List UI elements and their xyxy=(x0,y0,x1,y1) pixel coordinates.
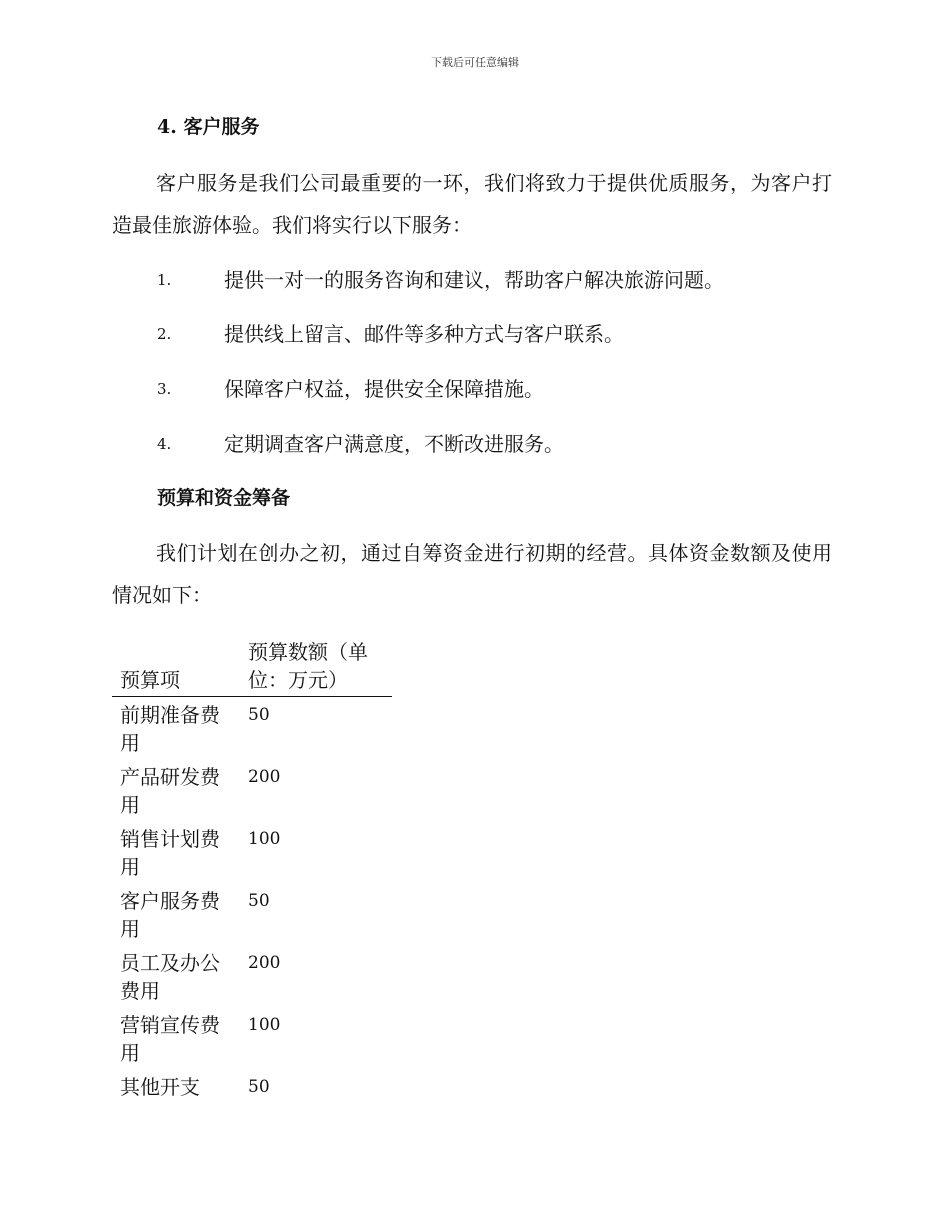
list-item-number: 4. xyxy=(157,435,172,453)
list-item-number: 2. xyxy=(157,325,172,343)
column-header-item: 预算项 xyxy=(112,638,240,697)
table-header-row xyxy=(112,638,392,697)
table-row xyxy=(112,697,392,760)
list-item-number: 1. xyxy=(157,271,172,289)
budget-amount-cell: 50 xyxy=(248,1077,270,1097)
budget-table xyxy=(112,638,392,1103)
section-heading-budget: 预算和资金筹备 xyxy=(157,487,291,509)
table-row xyxy=(112,1007,392,1069)
service-list-item xyxy=(157,265,837,295)
service-list-item xyxy=(157,374,837,404)
budget-item-cell: 前期准备费用 xyxy=(120,703,220,755)
list-item-text: 提供线上留言、邮件等多种方式与客户联系。 xyxy=(224,322,624,346)
table-row xyxy=(112,883,392,945)
column-header-amount: 预算数额（单位：万元） xyxy=(240,638,392,697)
budget-amount-cell: 100 xyxy=(248,1015,281,1035)
budget-item-cell: 产品研发费用 xyxy=(120,765,220,817)
budget-item-cell: 其他开支 xyxy=(120,1075,200,1099)
budget-item-cell: 营销宣传费用 xyxy=(120,1013,220,1065)
table-row xyxy=(112,945,392,1007)
section-heading-customer-service: 4. 客户服务 xyxy=(157,116,260,138)
table-row xyxy=(112,821,392,883)
table-row xyxy=(112,1069,392,1103)
budget-item-cell: 销售计划费用 xyxy=(120,827,220,879)
budget-amount-cell: 200 xyxy=(248,767,281,787)
budget-intro-paragraph: 我们计划在创办之初，通过自筹资金进行初期的经营。具体资金数额及使用情况如下： xyxy=(112,541,832,607)
list-item-text: 保障客户权益，提供安全保障措施。 xyxy=(224,377,544,401)
budget-item-cell: 员工及办公费用 xyxy=(120,951,220,1003)
budget-item-cell: 客户服务费用 xyxy=(120,889,220,941)
budget-amount-cell: 50 xyxy=(248,705,270,725)
table-row xyxy=(112,759,392,821)
budget-amount-cell: 200 xyxy=(248,953,281,973)
budget-amount-cell: 50 xyxy=(248,891,270,911)
list-item-text: 定期调查客户满意度，不断改进服务。 xyxy=(224,432,564,456)
service-list-item xyxy=(157,319,837,349)
page-header-note: 下载后可任意编辑 xyxy=(431,56,519,69)
list-item-number: 3. xyxy=(157,380,172,398)
customer-service-intro-paragraph: 客户服务是我们公司最重要的一环，我们将致力于提供优质服务，为客户打造最佳旅游体验。我们将实行以下服务： xyxy=(112,171,832,237)
list-item-text: 提供一对一的服务咨询和建议，帮助客户解决旅游问题。 xyxy=(224,268,724,292)
budget-amount-cell: 100 xyxy=(248,829,281,849)
service-list-item xyxy=(157,429,837,459)
